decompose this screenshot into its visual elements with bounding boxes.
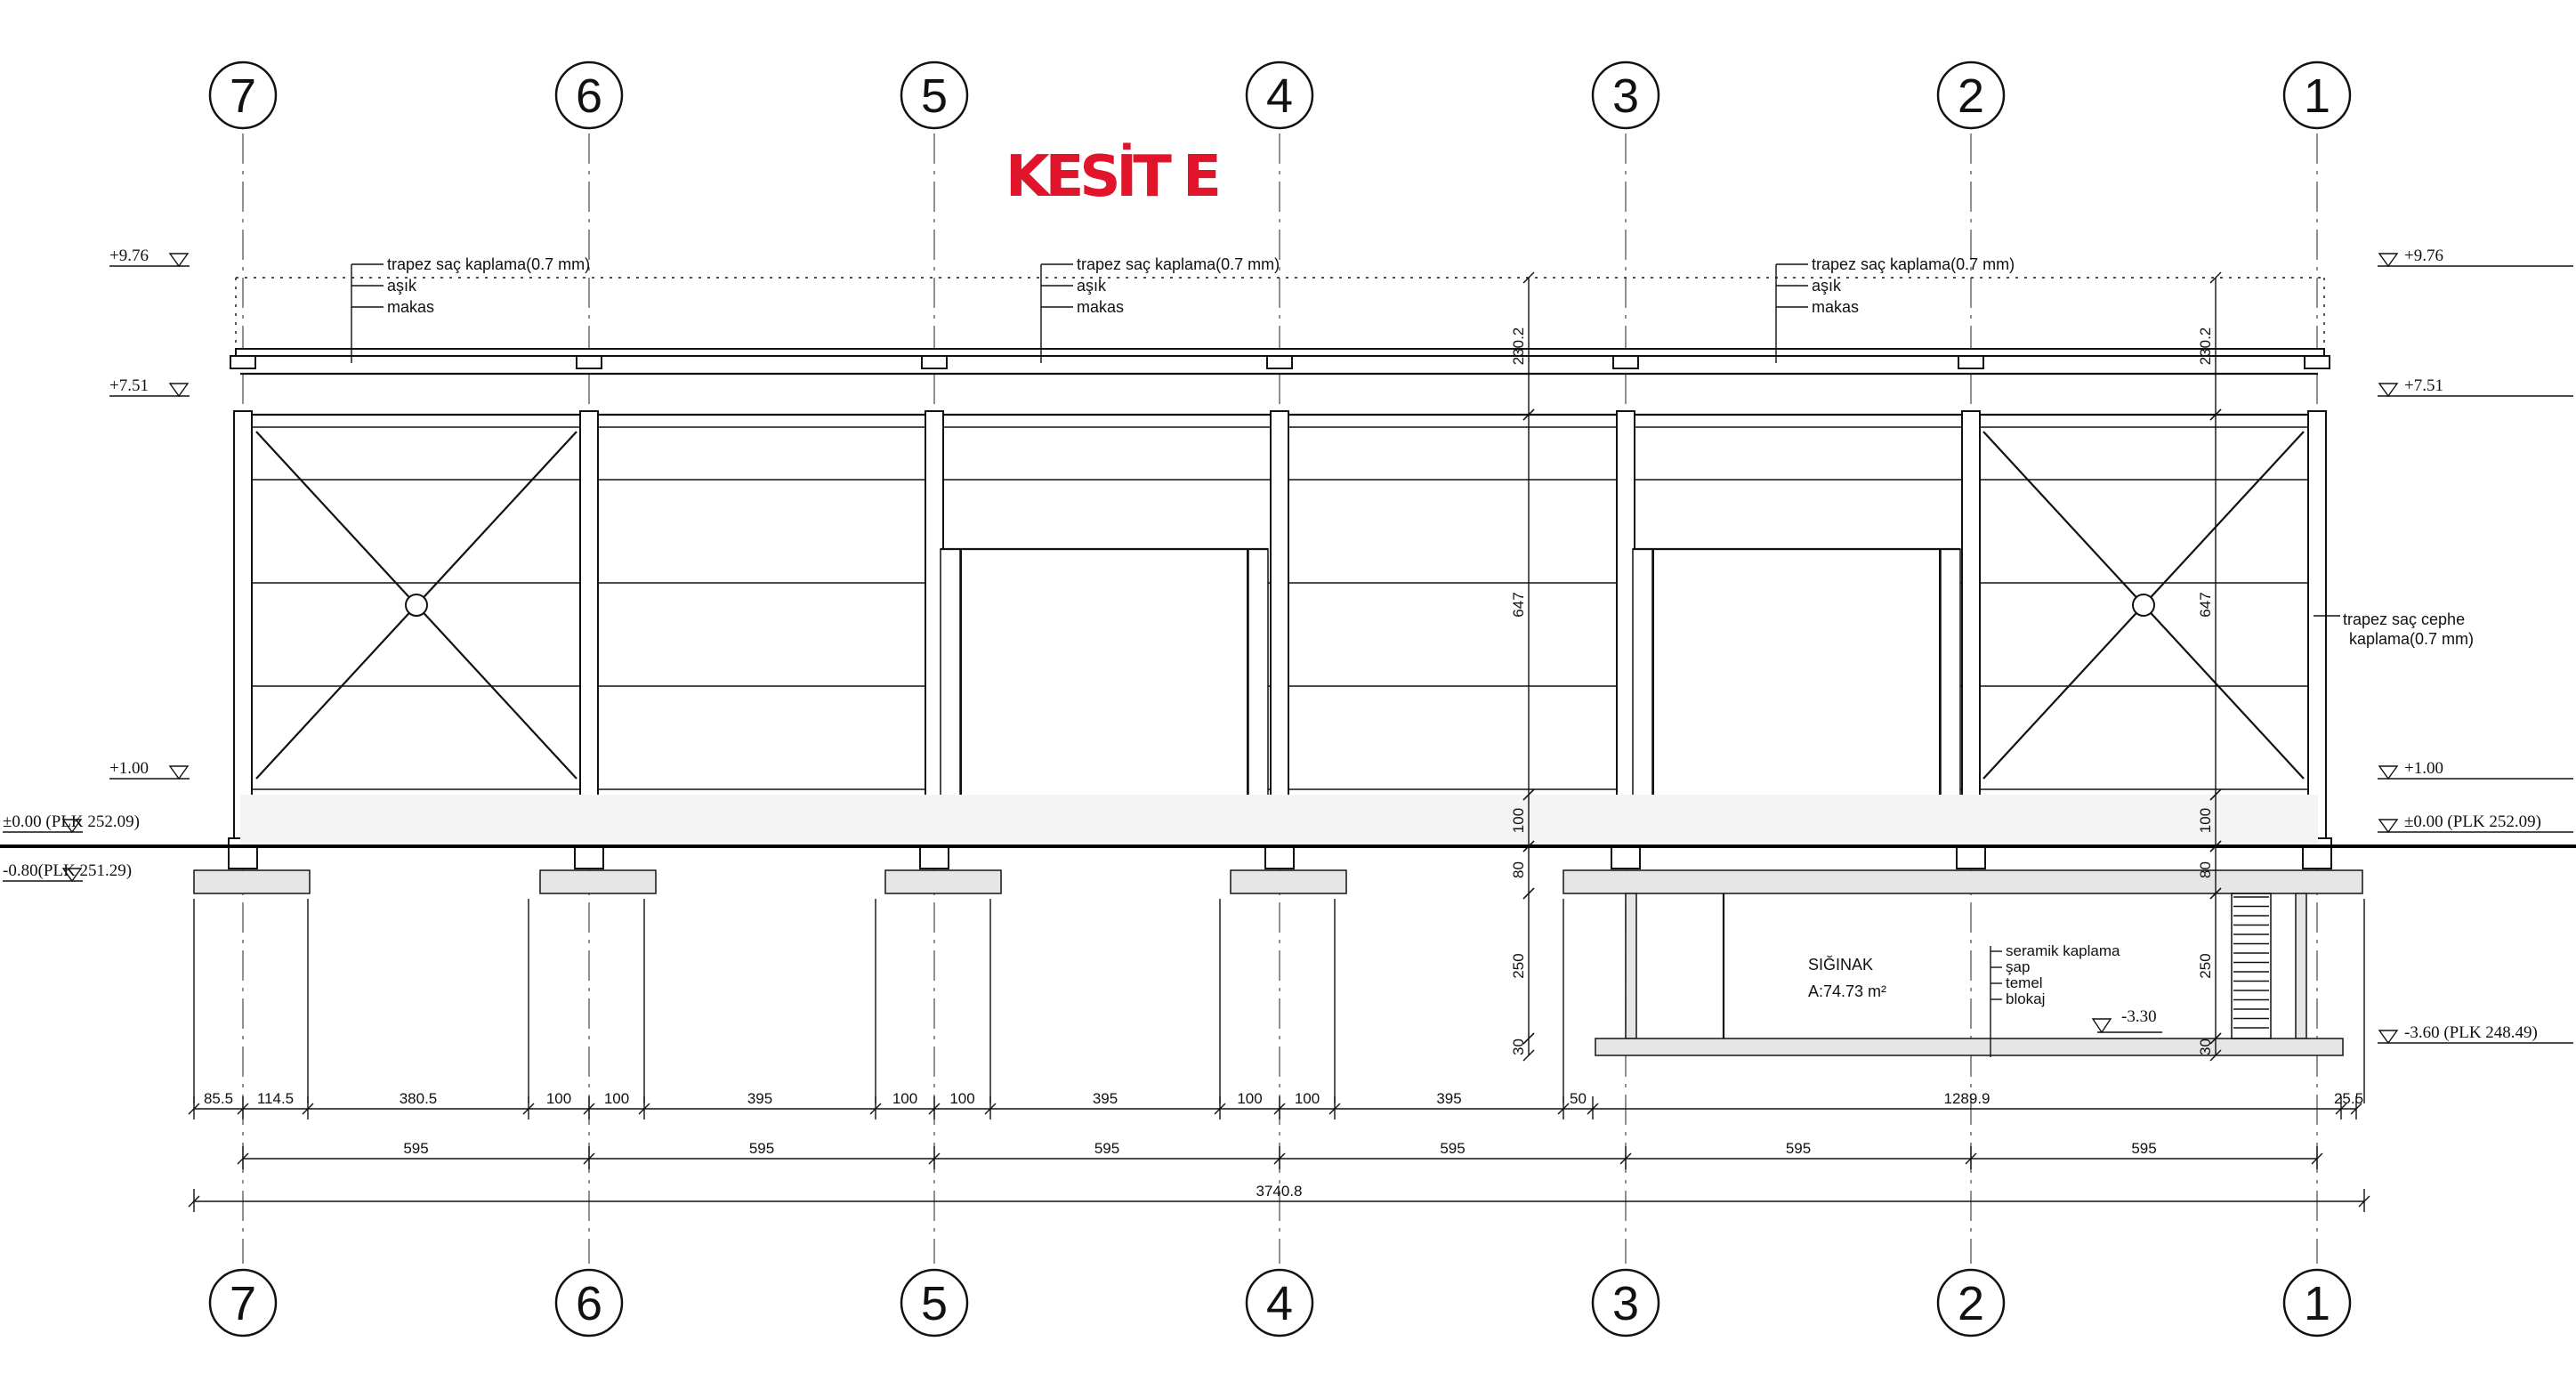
level-right-2-marker (2379, 384, 2397, 396)
shelter-name: SIĞINAK (1808, 956, 1874, 974)
dim-row-1-text-5: 395 (747, 1090, 773, 1107)
level-right-3-marker (2379, 766, 2397, 779)
vdim-text-10: 250 (2197, 953, 2214, 979)
vdim-text-2: 100 (1510, 807, 1527, 834)
level-left-2-marker (170, 384, 188, 396)
section-title: KESİT E (1005, 144, 1217, 210)
vdim-text-5: 30 (1510, 1039, 1527, 1055)
axis-label-bottom-6: 6 (575, 1277, 603, 1330)
shelter-basement (1563, 870, 2362, 1057)
facade-note-line-1: trapez saç cephe (2343, 610, 2466, 628)
level-right-1-marker (2379, 254, 2397, 266)
vdim-text-7: 647 (2197, 592, 2214, 618)
vdim-text-6: 230.2 (2197, 327, 2214, 366)
level-right-3-label: +1.00 (2404, 759, 2443, 778)
dim-row-1-text-2: 380.5 (399, 1090, 438, 1107)
vdim-text-4: 250 (1510, 953, 1527, 979)
brace-node-2 (2133, 594, 2154, 616)
roof-note-cladding: trapez saç kaplama(0.7 mm) (1077, 255, 1280, 273)
dim-row-2-text-0: 595 (403, 1140, 429, 1157)
vdim-text-8: 100 (2197, 807, 2214, 834)
vdim-text-3: 80 (1510, 861, 1527, 878)
shelter-right-wall (2296, 893, 2306, 1039)
level-right-4-marker (2379, 820, 2397, 832)
roof-note-truss: makas (387, 298, 435, 316)
level-left-5-label: -0.80(PLK 251.29) (3, 861, 133, 880)
steel-columns (229, 356, 2331, 869)
shelter-top-slab (1563, 870, 2362, 893)
axis-label-bottom-7: 7 (229, 1277, 257, 1330)
shelter-floor-slab (1595, 1039, 2343, 1055)
axis-label-bottom-4: 4 (1265, 1277, 1294, 1330)
dim-row-1-text-10: 100 (1294, 1090, 1320, 1107)
axis-label-bottom-1: 1 (2303, 1277, 2331, 1330)
vdim-text-9: 80 (2197, 861, 2214, 878)
axis-label-top-2: 2 (1957, 69, 1985, 123)
roof-notes (351, 255, 2015, 363)
level-left-4-label: ±0.00 (PLK 252.09) (3, 812, 140, 831)
column-cap-5 (922, 356, 947, 368)
dim-row-2-text-1: 595 (748, 1140, 775, 1157)
layer-note-2: şap (2006, 958, 2031, 975)
axis-label-top-7: 7 (229, 69, 257, 123)
vdim-text-1: 647 (1510, 592, 1527, 618)
column-cap-6 (577, 356, 602, 368)
shelter-left-wall (1626, 893, 1636, 1039)
axis-label-top-4: 4 (1265, 69, 1294, 123)
footing-4 (1231, 870, 1346, 893)
dim-row-1-text-1: 114.5 (256, 1090, 295, 1107)
level-minus-330-label: -3.30 (2121, 1007, 2157, 1026)
dim-row-1-text-14: 25.5 (2333, 1090, 2364, 1107)
column-4 (1271, 411, 1288, 845)
column-6 (580, 411, 598, 845)
footing-6 (540, 870, 656, 893)
column-cap-7 (230, 356, 255, 368)
roof-note-truss: makas (1812, 298, 1860, 316)
dim-row-1-text-8: 395 (1092, 1090, 1118, 1107)
floor-layer-notes (1991, 942, 2120, 1007)
roof-note-purlin: aşık (1077, 277, 1107, 295)
dim-row-2-text-3: 595 (1440, 1140, 1466, 1157)
roof-note-purlin: aşık (387, 277, 417, 295)
layer-note-3: temel (2006, 974, 2043, 991)
level-left-3-marker (170, 766, 188, 779)
level-right-4-label: ±0.00 (PLK 252.09) (2404, 812, 2541, 831)
roof-note-truss: makas (1077, 298, 1125, 316)
dim-row-1-text-13: 1289.9 (1943, 1090, 1991, 1107)
level-minus-330-marker (2093, 1019, 2111, 1032)
level-right-5-marker (2379, 1030, 2397, 1043)
dim-row-2-text-4: 595 (1785, 1140, 1812, 1157)
column-7 (234, 411, 252, 845)
column-cap-1 (2305, 356, 2330, 368)
column-cap-2 (1958, 356, 1983, 368)
layer-note-4: blokaj (2006, 990, 2046, 1007)
roof-note-cladding: trapez saç kaplama(0.7 mm) (387, 255, 591, 273)
vdim-text-0: 230.2 (1510, 327, 1527, 366)
level-left-1-label: +9.76 (109, 246, 149, 265)
level-right-2-label: +7.51 (2404, 376, 2443, 395)
column-cap-3 (1613, 356, 1638, 368)
dim-row-1-text-12: 50 (1570, 1090, 1587, 1107)
dim-row-1-text-6: 100 (892, 1090, 918, 1107)
layer-note-1: seramik kaplama (2006, 942, 2120, 959)
facade-note (2314, 610, 2474, 648)
roof-cladding (236, 349, 2324, 356)
dim-row-2-text-5: 595 (2131, 1140, 2157, 1157)
axis-label-top-3: 3 (1611, 69, 1640, 123)
dim-row-1-text-0: 85.5 (203, 1090, 234, 1107)
footing-7 (194, 870, 310, 893)
dim-row-1-text-3: 100 (545, 1090, 572, 1107)
axis-label-bottom-5: 5 (920, 1277, 949, 1330)
axis-label-top-1: 1 (2303, 69, 2331, 123)
footing-5 (885, 870, 1001, 893)
column-3 (1617, 411, 1635, 845)
footings (194, 870, 1346, 893)
brace-node-1 (406, 594, 427, 616)
dim-row-1-text-7: 100 (949, 1090, 975, 1107)
vdim-text-11: 30 (2197, 1039, 2214, 1055)
facade-note-line-2: kaplama(0.7 mm) (2349, 630, 2475, 648)
roof-note-purlin: aşık (1812, 277, 1842, 295)
stair (2232, 893, 2271, 1039)
column-1 (2308, 411, 2326, 845)
roof-note-cladding: trapez saç kaplama(0.7 mm) (1812, 255, 2015, 273)
column-2 (1962, 411, 1980, 845)
axis-label-top-6: 6 (575, 69, 603, 123)
dim-row-2-text-2: 595 (1094, 1140, 1120, 1157)
dim-row-1-text-9: 100 (1237, 1090, 1263, 1107)
level-left-3-label: +1.00 (109, 759, 149, 778)
dim-total-text-0: 3740.8 (1256, 1183, 1303, 1200)
dim-row-1-text-4: 100 (603, 1090, 630, 1107)
axis-label-bottom-2: 2 (1957, 1277, 1985, 1330)
axis-bubbles-bottom (210, 1270, 2350, 1336)
level-left-1-marker (170, 254, 188, 266)
level-right-1-label: +9.76 (2404, 246, 2443, 265)
axis-label-top-5: 5 (920, 69, 949, 123)
shelter-area: A:74.73 m² (1808, 982, 1887, 1000)
plinth-wall (240, 795, 2318, 845)
dim-row-1-text-11: 395 (1436, 1090, 1462, 1107)
axis-bubbles-top (210, 62, 2350, 128)
level-right-5-label: -3.60 (PLK 248.49) (2404, 1023, 2538, 1042)
axis-label-bottom-3: 3 (1611, 1277, 1640, 1330)
level-left-2-label: +7.51 (109, 376, 149, 395)
column-cap-4 (1267, 356, 1292, 368)
